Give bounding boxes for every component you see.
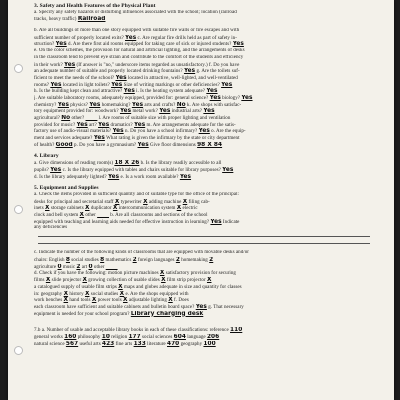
- form-line: [34, 174, 372, 181]
- handwritten-answer: 100: [203, 340, 216, 347]
- handwritten-answer: 2: [76, 263, 81, 270]
- printed-text: general works: [34, 334, 65, 340]
- printed-text: any deficiencies: [34, 225, 68, 231]
- handwritten-answer: Yes: [57, 101, 69, 108]
- handwritten-answer: Yes: [137, 141, 149, 148]
- form-line: [34, 257, 372, 264]
- form-line: [34, 297, 372, 304]
- handwritten-answer: X: [79, 211, 85, 218]
- printed-text: equipment is needed for your school program?: [34, 311, 131, 317]
- handwritten-answer: X: [85, 205, 90, 212]
- handwritten-answer: 8: [65, 257, 70, 264]
- handwritten-answer: X: [161, 277, 166, 284]
- printed-text: typewriter: [119, 199, 144, 205]
- handwritten-answer: Yes: [232, 41, 244, 48]
- handwritten-answer: Library charging desk: [130, 310, 204, 317]
- printed-text: j. Are suitable laboratory rooms, adequately equipped, provided for: general science?: [34, 95, 210, 101]
- printed-text: l. Are rooms of suitable size with proper lighting and ventilation: [97, 116, 231, 121]
- handwritten-answer: Yes: [210, 218, 222, 225]
- form-line: [34, 62, 372, 69]
- form-line: [34, 142, 372, 149]
- handwritten-answer: Yes: [112, 128, 124, 135]
- form-body: [34, 3, 372, 347]
- printed-text: other?: [70, 116, 86, 121]
- printed-text: social studies: [89, 291, 120, 297]
- form-line: [34, 16, 372, 23]
- handwritten-answer: 2: [132, 257, 137, 264]
- form-line: [34, 250, 372, 257]
- printed-text: geography: [179, 341, 204, 347]
- form-line: [34, 304, 372, 311]
- printed-text: religion: [109, 334, 129, 340]
- printed-text: intercommunication system: [117, 206, 177, 212]
- printed-text: arts and crafts?: [143, 102, 177, 108]
- printed-text: a. Give dimensions of reading room(s): [34, 161, 115, 167]
- printed-text: storage cabinets: [49, 206, 86, 212]
- handwritten-answer: 470: [167, 340, 180, 347]
- printed-text: ficient to meet the needs of the school?: [34, 75, 116, 81]
- printed-text: b. Are all buildings of more than one story equipped with suitable fire walls or fire escapes and with: [34, 28, 240, 34]
- handwritten-answer: X: [206, 277, 212, 284]
- handwritten-answer: Yes: [125, 34, 137, 41]
- printed-text: d. Are there first aid rooms equipped for taking care of sick or injured students?: [66, 42, 233, 48]
- handwritten-answer: 206: [206, 333, 220, 340]
- form-line: [34, 199, 372, 206]
- handwritten-answer: X: [45, 277, 51, 284]
- printed-text: k. Are shops with satisfac-: [185, 102, 242, 108]
- form-line: [34, 55, 372, 62]
- printed-text: foreign languages: [136, 258, 176, 264]
- printed-text: philosophy: [76, 334, 102, 340]
- printed-text: work benches: [34, 298, 64, 304]
- printed-text: a catalogued supply of usable film strips: [34, 284, 119, 290]
- printed-text: art?: [87, 122, 99, 128]
- handwritten-answer: Yes: [93, 135, 105, 142]
- form-line: [34, 108, 372, 115]
- handwritten-answer: Yes: [131, 101, 144, 108]
- form-line: [34, 192, 372, 199]
- printed-text: metal work?: [131, 109, 160, 115]
- handwritten-answer: X: [118, 283, 123, 290]
- handwritten-answer: Yes: [107, 173, 120, 180]
- handwritten-answer: Yes: [89, 101, 101, 108]
- handwritten-answer: 0: [57, 263, 62, 270]
- form-line: [34, 160, 372, 167]
- printed-text: g. Are the toilets suf-: [195, 69, 240, 75]
- printed-text: 4. Library: [34, 153, 59, 160]
- printed-text: a. Specify any safety hazards or disturbing influences associated with the school; location (railroad: [34, 9, 237, 15]
- handwritten-answer: ____: [97, 211, 109, 218]
- handwritten-answer: Yes: [64, 61, 76, 68]
- printed-text: p. Do you have a gymnasium?: [72, 142, 138, 148]
- printed-text: n. Do you have a school infirmary?: [123, 129, 199, 135]
- printed-text: b. Are all classrooms and sections of the school: [109, 212, 208, 218]
- printed-text: 7.b a. Number of usable and acceptable library books in each of these classifications: reference: [34, 328, 231, 334]
- printed-text: inets: [34, 206, 45, 212]
- printed-text: b. Is the library readily accessible to all: [139, 161, 222, 167]
- printed-text: e. Is a work room available?: [119, 174, 180, 180]
- handwritten-answer: Yes: [98, 121, 110, 128]
- handwritten-answer: 160: [64, 333, 77, 340]
- handwritten-answer: X: [112, 205, 118, 212]
- printed-text: duplicator: [89, 206, 113, 212]
- handwritten-answer: X: [168, 297, 173, 304]
- printed-text: in their work?: [34, 62, 65, 68]
- handwritten-answer: 10: [101, 333, 110, 340]
- printed-text: electric: [181, 206, 198, 212]
- form-line: [34, 270, 372, 277]
- printed-text: 5. Equipment and Supplies: [34, 185, 99, 192]
- form-line: [34, 334, 372, 341]
- printed-text: e. On the color schemes, the provision for natural and artificial lighting, and the arrangements of desks: [34, 48, 245, 54]
- printed-text: adding machine: [147, 199, 183, 205]
- printed-text: c. Indicate the number of the following kinds of classrooms that are equipped with movable desks and/or: [34, 250, 249, 256]
- document-page: [8, 0, 394, 400]
- form-line: [34, 68, 372, 75]
- printed-text: equipped with teaching and learning aids needed for effective instruction in learning?: [34, 219, 211, 225]
- handwritten-answer: 0: [88, 263, 93, 270]
- printed-text: What rating is given the infirmary by the state or city department: [104, 136, 240, 142]
- printed-text: located in attractive, well-lighted, and well-ventilated: [126, 75, 238, 81]
- printed-text: c. Are regular fire drills held as part of safety in-: [136, 35, 237, 41]
- printed-text: art: [80, 264, 89, 270]
- form-line: [34, 102, 372, 109]
- blank-answer-rule: [34, 232, 372, 239]
- printed-text: filing cab-: [187, 199, 210, 205]
- handwritten-answer: X: [45, 205, 50, 212]
- handwritten-answer: No: [61, 115, 71, 121]
- form-line: [34, 205, 372, 212]
- section-heading: [34, 153, 372, 160]
- printed-text: h. Is the building kept clean and attractive?: [34, 89, 124, 95]
- printed-text: (If answer is "no," underscore items regarded as unsatisfactory.) f. Do you have: [75, 62, 240, 68]
- handwritten-answer: X: [63, 290, 69, 297]
- printed-text: fine arts: [114, 341, 134, 347]
- printed-text: biology?: [220, 95, 242, 101]
- printed-text: language: [185, 334, 207, 340]
- handwritten-answer: 177: [128, 333, 141, 340]
- printed-text: homemaking?: [100, 102, 132, 108]
- printed-text: Give floor dimensions: [148, 142, 198, 148]
- printed-text: other: [92, 264, 106, 270]
- printed-text: Indicate: [221, 219, 240, 225]
- printed-text: i. Is the heating system adequate?: [134, 89, 207, 95]
- handwritten-answer: Yes: [115, 74, 127, 81]
- printed-text: natural science: [34, 341, 66, 347]
- printed-text: social studies: [70, 258, 101, 264]
- printed-text: 3. Safety and Health Features of the Physical Plant: [34, 3, 156, 9]
- handwritten-answer: X: [119, 290, 125, 297]
- handwritten-answer: Yes: [209, 94, 221, 101]
- handwritten-answer: X: [91, 297, 97, 304]
- printed-text: desks for principal and secretarial staff: [34, 199, 115, 205]
- handwritten-answer: ____: [105, 263, 118, 270]
- printed-text: film strip projector: [165, 278, 207, 284]
- printed-text: physics?: [68, 102, 90, 108]
- form-line: [34, 291, 372, 298]
- printed-text: chairs: English: [34, 258, 66, 264]
- printed-text: each classroom have sufficient and suitable cabinets and bulletin board space?: [34, 304, 196, 310]
- handwritten-answer: X: [82, 277, 87, 284]
- handwritten-answer: 604: [173, 333, 186, 340]
- printed-text: history: [68, 291, 85, 297]
- printed-text: other: [84, 212, 98, 218]
- form-line: [34, 341, 372, 348]
- handwritten-answer: Yes: [76, 121, 88, 128]
- form-line: [34, 10, 372, 17]
- printed-text: in the classroom tend to prevent eye strain and contribute to the comfort of the students and efficiency: [34, 54, 244, 60]
- handwritten-answer: Yes: [134, 121, 146, 128]
- handwritten-answer: Yes: [241, 94, 253, 101]
- punch-hole: [14, 64, 23, 73]
- form-line: [34, 277, 372, 284]
- printed-text: a. Check the items provided in sufficient quantity and of suitable type for the office of the principal:: [34, 191, 239, 197]
- handwritten-answer: Yes: [198, 128, 210, 135]
- printed-text: e. Are the shops equipped with: [124, 291, 189, 297]
- printed-text: dramatics?: [109, 122, 134, 128]
- handwritten-answer: X: [84, 290, 90, 297]
- handwritten-answer: Yes: [50, 166, 62, 173]
- printed-text: useful arts: [78, 341, 103, 347]
- printed-text: Size of writing markings or other deficiencies?: [122, 82, 222, 88]
- handwritten-answer: Yes: [179, 173, 192, 180]
- form-line: [34, 41, 372, 48]
- printed-text: homemaking: [179, 258, 210, 264]
- handwritten-answer: Yes: [55, 41, 67, 48]
- printed-text: growing collection of usable slides: [87, 278, 162, 284]
- printed-text: adjustable lighting: [127, 298, 169, 304]
- printed-text: factory use of audio-visual materials?: [34, 129, 113, 135]
- handwritten-answer: X: [114, 198, 120, 205]
- handwritten-answer: X: [143, 198, 148, 205]
- handwritten-answer: 110: [230, 327, 243, 334]
- form-line: [34, 225, 372, 232]
- printed-text: in: geography: [34, 291, 64, 297]
- printed-text: sufficient number of properly located exits?: [34, 35, 126, 41]
- form-line: [34, 128, 372, 135]
- form-line: [34, 135, 372, 142]
- handwritten-answer: 98 X 84: [197, 141, 223, 148]
- printed-text: films: [34, 278, 46, 284]
- printed-text: literature: [145, 341, 167, 347]
- blank-answer-rule: [34, 239, 372, 246]
- handwritten-answer: X: [176, 205, 182, 212]
- handwritten-answer: No: [176, 101, 186, 108]
- printed-text: industrial arts?: [170, 109, 204, 115]
- handwritten-answer: 2: [175, 257, 180, 264]
- section-heading: [34, 185, 372, 192]
- printed-text: c. Is the library equipped with tables and chairs suitable for library purposes?: [61, 167, 223, 173]
- form-line: [34, 75, 372, 82]
- section-heading: [34, 3, 372, 10]
- printed-text: g. That necessary: [206, 304, 244, 310]
- handwritten-answer: 133: [133, 340, 146, 347]
- handwritten-answer: Railroad: [77, 16, 106, 23]
- printed-text: tory equipment provided for: woodwork?: [34, 109, 120, 115]
- printed-text: an adequate number of suitable and properly located drinking fountains?: [34, 69, 184, 75]
- printed-text: chemistry?: [34, 102, 58, 108]
- printed-text: mathematics: [104, 258, 133, 264]
- printed-text: d. Is the library adequately lighted?: [34, 174, 108, 180]
- handwritten-answer: Yes: [222, 166, 234, 173]
- handwritten-answer: 18 X 26: [114, 160, 140, 167]
- handwritten-answer: Yes: [159, 108, 171, 115]
- handwritten-answer: Yes: [123, 88, 135, 95]
- handwritten-answer: Yes: [119, 108, 132, 115]
- form-line: [34, 284, 372, 291]
- handwritten-answer: Yes: [206, 88, 218, 95]
- form-line: [34, 212, 372, 219]
- printed-text: tracks, heavy traffic): [34, 17, 78, 23]
- printed-text: power tools: [96, 298, 124, 304]
- handwritten-answer: Yes: [111, 81, 123, 88]
- handwritten-answer: 2: [209, 257, 214, 264]
- form-line: [34, 167, 372, 174]
- handwritten-answer: 567: [65, 340, 79, 347]
- handwritten-answer: X: [182, 198, 188, 205]
- printed-text: hand tools: [68, 298, 92, 304]
- handwritten-answer: X: [123, 297, 128, 304]
- handwritten-answer: Good: [55, 141, 73, 148]
- form-line: [34, 82, 372, 89]
- handwritten-answer: Yes: [195, 303, 207, 310]
- printed-text: music: [61, 264, 77, 270]
- form-line: [34, 219, 372, 226]
- handwritten-answer: 8: [100, 257, 105, 264]
- handwritten-answer: ____: [85, 115, 98, 121]
- handwritten-answer: Yes: [183, 68, 196, 75]
- form-line: [34, 95, 372, 102]
- printed-text: f. Does: [172, 298, 189, 304]
- printed-text: agriculture: [34, 264, 58, 270]
- form-line: [34, 122, 372, 129]
- form-line: [34, 311, 372, 318]
- handwritten-answer: 423: [102, 340, 115, 347]
- printed-text: satisfactory provision for securing: [164, 271, 236, 277]
- handwritten-answer: X: [159, 270, 165, 277]
- printed-text: provided for music?: [34, 122, 77, 128]
- printed-text: m. Are arrangements adequate for the satis-: [145, 122, 236, 128]
- form-line: [34, 28, 372, 35]
- handwritten-answer: Yes: [221, 81, 233, 88]
- punch-hole: [14, 346, 23, 355]
- form-line: [34, 115, 372, 122]
- printed-text: d. Check if you have the following: motion picture machines: [34, 271, 160, 277]
- printed-text: struction?: [34, 42, 56, 48]
- form-line: [34, 327, 372, 334]
- printed-text: ment and services adequate?: [34, 136, 94, 142]
- punch-hole: [14, 205, 23, 214]
- printed-text: pupils?: [34, 167, 51, 173]
- handwritten-answer: Yes: [203, 108, 215, 115]
- printed-text: rooms?: [34, 82, 51, 88]
- printed-text: agricultural?: [34, 116, 62, 121]
- printed-text: slide projector: [50, 278, 83, 284]
- printed-text: maps and globes adequate in size and quantity for classes: [122, 284, 242, 290]
- handwritten-answer: Yes: [50, 81, 62, 88]
- printed-text: o. Are the equip-: [209, 129, 246, 135]
- printed-text: clock and bell system: [34, 212, 80, 218]
- printed-text: social sciences: [140, 334, 174, 340]
- form-line: [34, 48, 372, 55]
- form-line: [34, 264, 372, 271]
- form-line: [34, 35, 372, 42]
- handwritten-answer: X: [63, 297, 69, 304]
- printed-text: located in light toilets?: [61, 82, 112, 88]
- printed-text: of health?: [34, 142, 56, 148]
- form-line: [34, 88, 372, 95]
